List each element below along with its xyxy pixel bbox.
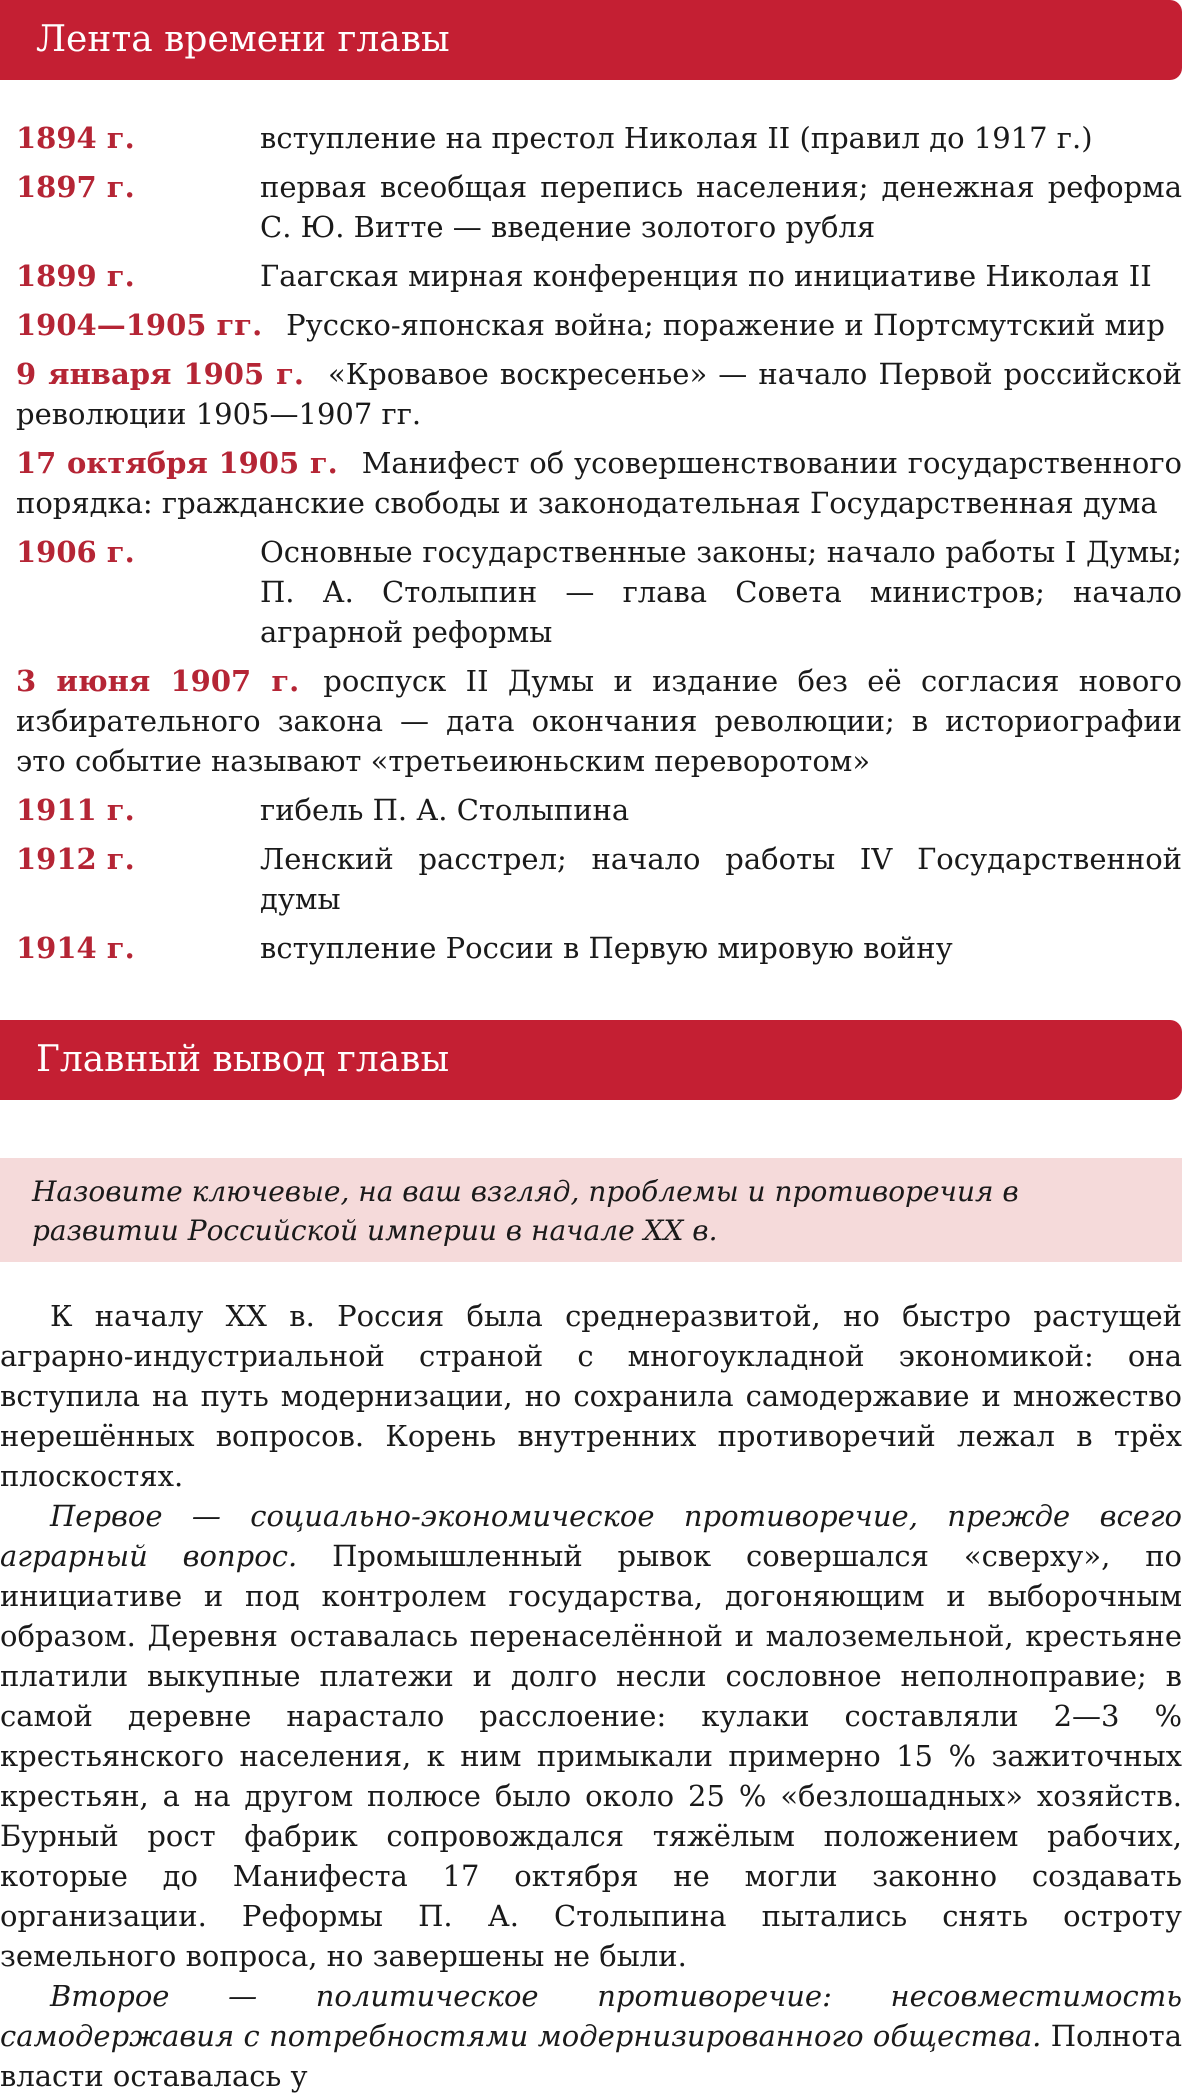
timeline-text: вступление на престол Николая II (правил до 1917 г.) xyxy=(260,121,1093,155)
timeline-text: вступление России в Первую мировую войну xyxy=(260,931,953,965)
timeline-date: 1894 г. xyxy=(16,121,135,155)
timeline-date: 1914 г. xyxy=(16,931,135,965)
timeline-entry xyxy=(16,661,1182,781)
timeline-entry xyxy=(16,167,1182,247)
timeline-date: 1899 г. xyxy=(16,259,135,293)
paragraph-text: Полнота власти оставалась у xyxy=(0,2019,1182,2093)
timeline-text: Основные государственные законы; начало работы I Думы; П. А. Столыпин — глава Совета министров; начало аграрной реформы xyxy=(260,535,1182,649)
timeline-entry xyxy=(16,928,1182,968)
paragraph xyxy=(0,1976,1182,2096)
timeline-entry xyxy=(16,354,1182,434)
paragraph-text: К началу XX в. Россия была среднеразвитой, но быстро растущей аграрно-индустриальной страной с многоукладной экономикой: она вступила на путь модернизации, но сохранила самодержавие и множество нерешённых вопросов. Корень внутренних противоречий лежал в трёх плоскостях. xyxy=(0,1299,1182,1493)
paragraph xyxy=(0,1296,1182,1496)
timeline-entry xyxy=(16,118,1182,158)
timeline-entry xyxy=(16,443,1182,523)
timeline-date: 1904—1905 гг. xyxy=(16,308,263,342)
timeline-entry xyxy=(16,256,1182,296)
timeline-text: «Кровавое воскресенье» — начало Первой российской революции 1905—1907 гг. xyxy=(16,357,1182,431)
timeline-text: гибель П. А. Столыпина xyxy=(260,793,630,827)
timeline-entry xyxy=(16,305,1182,345)
paragraph-lead: Первое — социально-экономическое противоречие, прежде всего аграрный вопрос. xyxy=(0,1499,1182,1573)
question-box xyxy=(0,1158,1182,1262)
timeline-date: 9 января 1905 г. xyxy=(16,357,304,391)
timeline-list xyxy=(16,118,1182,977)
timeline-text: Манифест об усовершенствовании государственного порядка: гражданские свободы и законодательная Государственная дума xyxy=(16,446,1182,520)
conclusion-title: Главный вывод главы xyxy=(36,1039,450,1080)
timeline-text: Русско-японская война; поражение и Портсмутский мир xyxy=(286,308,1165,342)
paragraph xyxy=(0,1496,1182,1976)
question-text: Назовите ключевые, на ваш взгляд, проблемы и противоречия в развитии Российской империи в начале XX в. xyxy=(32,1175,1019,1247)
conclusion-body xyxy=(0,1296,1182,2096)
timeline-header xyxy=(0,0,1182,80)
timeline-entry xyxy=(16,532,1182,652)
paragraph-text: Промышленный рывок совершался «сверху», по инициативе и под контролем государства, догоняющим и выборочным образом. Деревня оставалась перенаселённой и малоземельной, крестьяне платили выкупные платежи и долго несли сословное неполноправие; в самой деревне нарастало расслоение: кулаки составляли 2—3 % крестьянского населения, к ним примыкали примерно 15 % зажиточных крестьян, а на другом полюсе было около 25 % «безлошадных» хозяйств. Бурный рост фабрик сопровождался тяжёлым положением рабочих, которые до Манифеста 17 октября не могли законно создавать организации. Реформы П. А. Столыпина пытались снять остроту земельного вопроса, но завершены не были. xyxy=(0,1539,1182,1973)
timeline-date: 1906 г. xyxy=(16,535,135,569)
timeline-text: Ленский расстрел; начало работы IV Государственной думы xyxy=(260,842,1182,916)
timeline-date: 1912 г. xyxy=(16,842,135,876)
timeline-title: Лента времени главы xyxy=(36,19,450,60)
timeline-text: роспуск II Думы и издание без её согласия нового избирательного закона — дата окончания революции; в историографии это событие называют «третьеиюньским переворотом» xyxy=(16,664,1182,778)
conclusion-header xyxy=(0,1020,1182,1100)
timeline-text: Гаагская мирная конференция по инициативе Николая II xyxy=(260,259,1152,293)
timeline-text: первая всеобщая перепись населения; денежная реформа С. Ю. Витте — введение золотого рубля xyxy=(260,170,1182,244)
timeline-entry xyxy=(16,790,1182,830)
timeline-date: 1897 г. xyxy=(16,170,135,204)
timeline-date: 17 октября 1905 г. xyxy=(16,446,338,480)
timeline-date: 1911 г. xyxy=(16,793,135,827)
timeline-date: 3 июня 1907 г. xyxy=(16,664,300,698)
timeline-entry xyxy=(16,839,1182,919)
paragraph-lead: Второе — политическое противоречие: несовместимость самодержавия с потребностями модернизированного общества. xyxy=(0,1979,1182,2053)
